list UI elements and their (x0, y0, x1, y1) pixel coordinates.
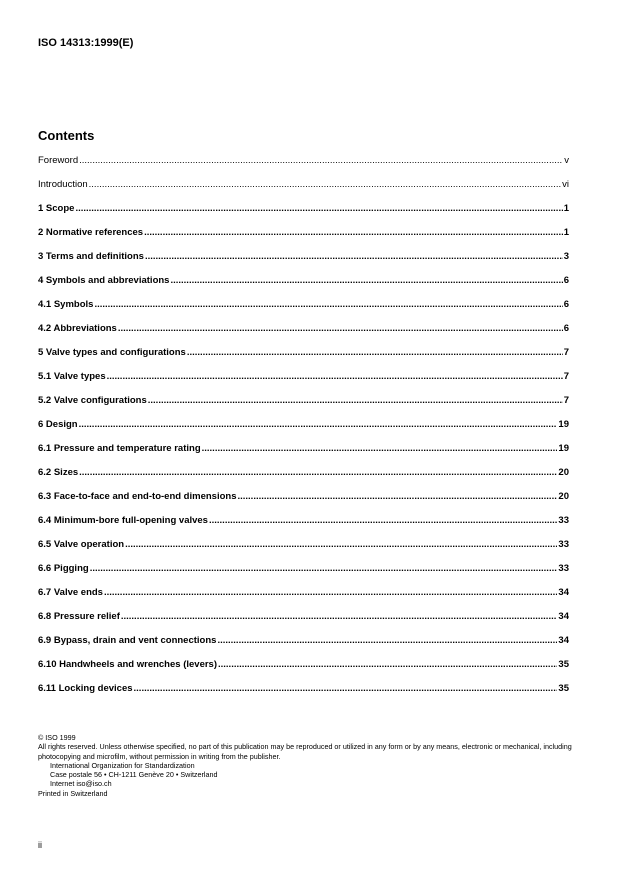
organization-address: Case postale 56 • CH-1211 Genève 20 • Switzerland (50, 770, 218, 780)
toc-dot-leader (104, 587, 557, 598)
toc-entry[interactable] (38, 155, 569, 179)
toc-entry-label: 4.2 Abbreviations (38, 323, 117, 334)
rights-statement: All rights reserved. Unless otherwise specified, no part of this publication may be reproduced or utilized in any form or by any means, electronic or mechanical, including photocopying and microfilm, without permission in writing from the publisher. (38, 742, 572, 761)
toc-entry[interactable] (38, 227, 569, 251)
toc-entry-label: 6.5 Valve operation (38, 539, 125, 550)
toc-dot-leader (202, 443, 558, 454)
toc-entry-label: 6.7 Valve ends (38, 587, 103, 598)
toc-entry-label: 3 Terms and definitions (38, 251, 144, 262)
organization-name: International Organization for Standardization (50, 760, 195, 770)
toc-entry[interactable] (38, 251, 569, 275)
toc-entry[interactable] (38, 539, 569, 563)
organization-internet: Internet iso@iso.ch (50, 779, 112, 789)
toc-entry[interactable] (38, 515, 569, 539)
toc-entry[interactable] (38, 635, 569, 659)
toc-dot-leader (218, 659, 557, 670)
toc-entry-label: 4.1 Symbols (38, 299, 94, 310)
toc-entry-label: 6.1 Pressure and temperature rating (38, 443, 201, 454)
toc-entry-label: 1 Scope (38, 203, 75, 214)
toc-entry-label: 6.11 Locking devices (38, 683, 133, 694)
table-of-contents (38, 155, 569, 707)
toc-dot-leader (237, 491, 557, 502)
toc-dot-leader (209, 515, 557, 526)
toc-entry-page: 7 (563, 347, 569, 358)
toc-entry[interactable] (38, 659, 569, 683)
page-number: ii (38, 840, 42, 850)
toc-dot-leader (144, 227, 563, 238)
toc-entry-label: 4 Symbols and abbreviations (38, 275, 170, 286)
toc-entry-page: 33 (558, 563, 569, 574)
toc-dot-leader (79, 467, 557, 478)
toc-entry-page: 34 (558, 635, 569, 646)
toc-dot-leader (187, 347, 563, 358)
toc-entry-label: 6 Design (38, 419, 78, 430)
toc-entry-page: 7 (563, 371, 569, 382)
toc-entry-page: 6 (563, 323, 569, 334)
contents-title: Contents (38, 128, 95, 143)
toc-entry-page: 6 (563, 299, 569, 310)
toc-dot-leader (134, 683, 558, 694)
toc-entry[interactable] (38, 179, 569, 203)
toc-entry-page: 19 (558, 419, 569, 430)
toc-entry-label: 6.9 Bypass, drain and vent connections (38, 635, 217, 646)
toc-dot-leader (89, 179, 561, 190)
toc-entry-label: 6.8 Pressure relief (38, 611, 120, 622)
document-header: ISO 14313:1999(E) (38, 37, 134, 49)
toc-entry[interactable] (38, 203, 569, 227)
toc-entry-label: 6.10 Handwheels and wrenches (levers) (38, 659, 217, 670)
toc-entry-page: 33 (558, 539, 569, 550)
toc-entry-label: 5 Valve types and configurations (38, 347, 186, 358)
toc-dot-leader (145, 251, 563, 262)
toc-entry[interactable] (38, 443, 569, 467)
toc-entry[interactable] (38, 323, 569, 347)
toc-entry-label: 6.2 Sizes (38, 467, 79, 478)
toc-entry-page: 33 (558, 515, 569, 526)
toc-entry[interactable] (38, 683, 569, 707)
toc-entry[interactable] (38, 299, 569, 323)
toc-dot-leader (217, 635, 557, 646)
toc-entry-page: 35 (558, 683, 569, 694)
toc-entry-label: 5.2 Valve configurations (38, 395, 147, 406)
toc-entry-page: 20 (558, 491, 569, 502)
toc-entry[interactable] (38, 395, 569, 419)
toc-entry[interactable] (38, 275, 569, 299)
toc-dot-leader (121, 611, 558, 622)
toc-dot-leader (125, 539, 557, 550)
toc-dot-leader (148, 395, 563, 406)
toc-entry[interactable] (38, 587, 569, 611)
toc-entry-page: 20 (558, 467, 569, 478)
toc-entry-page: 1 (563, 203, 569, 214)
toc-dot-leader (118, 323, 563, 334)
toc-dot-leader (90, 563, 558, 574)
toc-entry[interactable] (38, 371, 569, 395)
toc-dot-leader (170, 275, 562, 286)
copyright-block (38, 733, 578, 798)
toc-entry-label: 5.1 Valve types (38, 371, 106, 382)
toc-entry-label: Foreword (38, 155, 79, 166)
copyright-notice: © ISO 1999 (38, 733, 76, 742)
toc-entry-page: 34 (558, 611, 569, 622)
toc-entry-page: 7 (563, 395, 569, 406)
toc-entry[interactable] (38, 419, 569, 443)
toc-entry-page: 19 (558, 443, 569, 454)
toc-entry[interactable] (38, 491, 569, 515)
toc-entry-page: 34 (558, 587, 569, 598)
toc-entry-label: 6.4 Minimum-bore full-opening valves (38, 515, 208, 526)
toc-entry-page: v (564, 155, 569, 166)
toc-entry[interactable] (38, 563, 569, 587)
toc-dot-leader (107, 371, 563, 382)
toc-entry-page: 3 (563, 251, 569, 262)
toc-entry-label: 6.6 Pigging (38, 563, 89, 574)
toc-entry-page: 35 (558, 659, 569, 670)
toc-entry[interactable] (38, 611, 569, 635)
toc-entry-page: 6 (563, 275, 569, 286)
toc-entry[interactable] (38, 347, 569, 371)
toc-entry[interactable] (38, 467, 569, 491)
toc-entry-page: vi (562, 179, 569, 190)
toc-entry-label: 6.3 Face-to-face and end-to-end dimensions (38, 491, 237, 502)
toc-dot-leader (94, 299, 562, 310)
toc-entry-label: 2 Normative references (38, 227, 144, 238)
toc-entry-label: Introduction (38, 179, 88, 190)
toc-dot-leader (75, 203, 562, 214)
toc-dot-leader (79, 155, 563, 166)
printed-in: Printed in Switzerland (38, 788, 108, 798)
toc-dot-leader (79, 419, 558, 430)
toc-entry-page: 1 (563, 227, 569, 238)
